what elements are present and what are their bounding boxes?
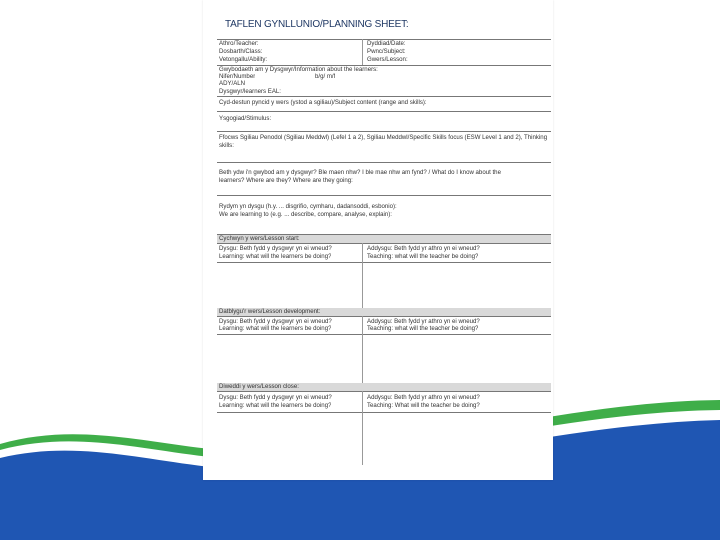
prior-knowledge-line2: learners? Where are they? Where are they going: xyxy=(219,177,353,184)
rule-section2-labels-end xyxy=(217,334,551,335)
range-label: Cyd-destun pyncid y wers (ystod a sgiliau)/Subject content (range and skills): xyxy=(219,99,427,106)
section1-learning-english: Learning: what will the learners be doing? xyxy=(219,253,332,260)
section3-learning-welsh: Dysgu: Beth fydd y dysgwyr yn ei wneud? xyxy=(219,394,332,401)
section1-teaching-english: Teaching: what will the teacher be doing? xyxy=(367,253,479,260)
rule-skills-end xyxy=(217,162,551,163)
prior-knowledge-line1: Beth ydw i'n gwybod am y dysgwyr? Ble maen nhw? I ble mae nhw am fynd? / What do I know about the xyxy=(219,169,501,176)
section1-teaching-welsh: Addysgu: Beth fydd yr athro yn ei wneud? xyxy=(367,245,480,252)
rule-section2-head-end xyxy=(217,316,551,317)
date-label: Dyddiad/Date: xyxy=(367,40,406,47)
sheet-title: TAFLEN GYNLLUNIO/PLANNING SHEET: xyxy=(225,19,409,30)
rule-prior-end xyxy=(217,195,551,196)
class-label: Dosbarth/Class: xyxy=(219,48,263,55)
rule-section1-head-end xyxy=(217,243,551,244)
objectives-line1: Rydym yn dysgu (h.y. ... disgrifio, cymharu, dadansoddi, esbonio): xyxy=(219,203,397,210)
learners-heading: Gwybodaeth am y Dysgwyr/Information about the learners: xyxy=(219,66,378,73)
teacher-label: Athro/Teacher: xyxy=(219,40,259,47)
stimulus-label: Ysgogiad/Stimulus: xyxy=(219,115,272,122)
rule-stimulus-end xyxy=(217,131,551,132)
section3-learning-english: Learning: what will the learners be doing? xyxy=(219,402,332,409)
skills-text: Ffocws Sgiliau Penodol (Sgiliau Meddwl) (Lefel 1 a 2), Sgiliau Meddwl/Specific Skills focus (ESW Level 1 and 2), Thinking skills: xyxy=(219,134,548,149)
learners-gender: b/g/ m/f xyxy=(315,73,336,80)
objectives-line2: We are learning to (e.g. ... describe, compare, analyse, explain): xyxy=(219,211,392,218)
section1-heading: Cychwyn y wers/Lesson start: xyxy=(219,235,300,242)
lesson-label: Gwers/Lesson: xyxy=(367,56,408,63)
learners-number: Nifer/Number xyxy=(219,73,256,80)
section3-teaching-welsh: Addysgu: Beth fydd yr athro yn ei wneud? xyxy=(367,394,480,401)
learners-eal: Dysgwyr/learners EAL: xyxy=(219,88,281,95)
rule-learners-end xyxy=(217,96,551,97)
ability-label: Vetongallu/Ability: xyxy=(219,56,268,63)
section2-learning-english: Learning: what will the learners be doing? xyxy=(219,325,332,332)
learners-aln: ADY/ALN xyxy=(219,80,246,87)
rule-range-end xyxy=(217,111,551,112)
section1-learning-welsh: Dysgu: Beth fydd y dysgwyr yn ei wneud? xyxy=(219,245,332,252)
divider-section3 xyxy=(362,391,363,465)
skills-label xyxy=(219,134,549,150)
section3-teaching-english: Teaching: What will the teacher be doing? xyxy=(367,402,480,409)
section2-teaching-english: Teaching: what will the teacher be doing? xyxy=(367,325,479,332)
rule-section3-labels-end xyxy=(217,412,551,413)
subject-label: Pwnc/Subject: xyxy=(367,48,406,55)
section3-heading: Diweddi y wers/Lesson close: xyxy=(219,383,299,390)
divider-header xyxy=(362,39,363,65)
rule-section3-head-end xyxy=(217,391,551,392)
section2-heading: Datblygu'r wers/Lesson development: xyxy=(219,308,321,315)
rule-section1-labels-end xyxy=(217,262,551,263)
divider-section1 xyxy=(362,243,363,308)
divider-section2 xyxy=(362,316,363,383)
section2-learning-welsh: Dysgu: Beth fydd y dysgwyr yn ei wneud? xyxy=(219,318,332,325)
section2-teaching-welsh: Addysgu: Beth fydd yr athro yn ei wneud? xyxy=(367,318,480,325)
